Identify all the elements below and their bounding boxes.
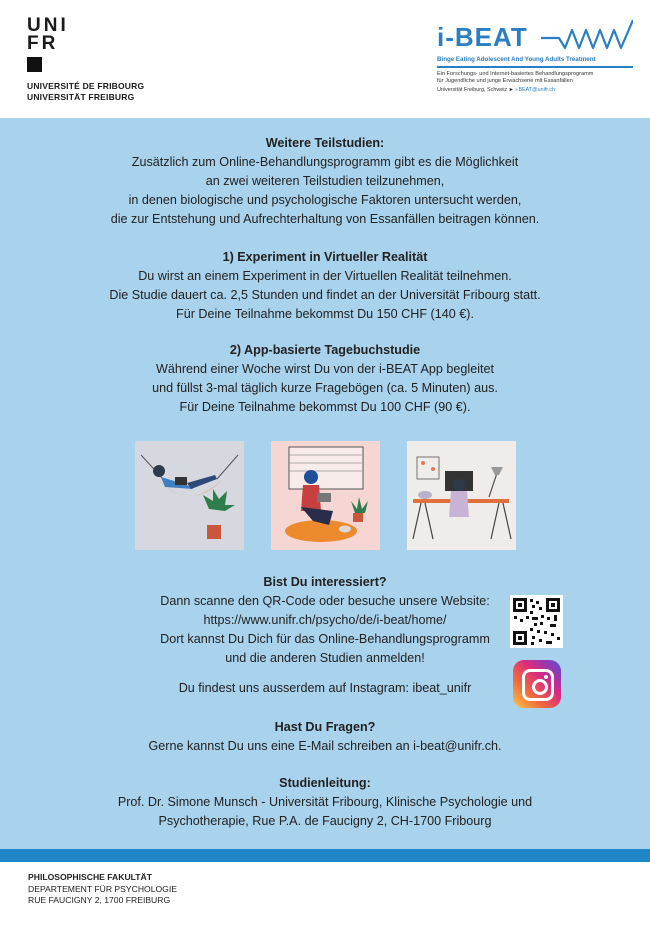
footer-faculty: PHILOSOPHISCHE FAKULTÄT xyxy=(28,872,152,882)
text-line: und füllst 3-mal täglich kurze Fragebögen (ca. 5 Minuten) aus. xyxy=(152,381,498,395)
instagram-line[interactable]: Du findest uns ausserdem auf Instagram: ibeat_unifr xyxy=(178,681,472,695)
heading-teilstudien: Weitere Teilstudien: xyxy=(265,136,385,150)
section-questions xyxy=(0,718,650,756)
footer-address: RUE FAUCIGNY 2, 1700 FREIBURG xyxy=(28,895,171,905)
section-experiment xyxy=(0,248,650,324)
ibeat-logo-title: i-BEAT xyxy=(437,22,528,52)
ibeat-contact-email[interactable]: i-BEAT@unifr.ch xyxy=(515,87,555,93)
section-app xyxy=(0,341,650,417)
website-link[interactable]: https://www.unifr.ch/psycho/de/i-beat/home/ xyxy=(203,613,447,627)
text-line: Psychotherapie, Rue P.A. de Faucigny 2, CH-1700 Fribourg xyxy=(158,814,492,828)
instagram-icon[interactable] xyxy=(513,660,561,708)
reading-woman-illustration xyxy=(271,441,380,550)
instagram-camera-frame xyxy=(522,669,554,701)
university-name-de: UNIVERSITÄT FREIBURG xyxy=(27,92,135,102)
heading-study-lead: Studienleitung: xyxy=(279,776,371,790)
unifr-wordmark-line-1: UNI xyxy=(27,15,69,36)
university-name xyxy=(27,81,144,103)
text-line: Für Deine Teilnahme bekommst Du 100 CHF (90 €). xyxy=(179,400,471,414)
unifr-wordmark-line-2: FR xyxy=(27,33,59,54)
unifr-square-mark xyxy=(27,57,42,72)
main-panel xyxy=(0,118,650,849)
qr-code-icon[interactable] xyxy=(510,595,563,648)
text-line: Dort kannst Du Dich für das Online-Behandlungsprogramm xyxy=(160,632,490,646)
text-line: Zusätzlich zum Online-Behandlungsprogramm gibt es die Möglichkeit xyxy=(131,155,519,169)
section-teilstudien xyxy=(0,134,650,229)
section-study-lead xyxy=(0,774,650,831)
text-line: in denen biologische und psychologische Faktoren untersucht werden, xyxy=(128,193,522,207)
heartbeat-wave-icon xyxy=(541,18,633,54)
university-name-fr: UNIVERSITÉ DE FRIBOURG xyxy=(27,81,145,91)
page-footer xyxy=(28,872,177,907)
heading-experiment: 1) Experiment in Virtueller Realität xyxy=(222,250,428,264)
heading-app-study: 2) App-basierte Tagebuchstudie xyxy=(229,343,421,357)
desk-work-illustration xyxy=(407,441,516,550)
ibeat-contact-university: Universität Freiburg, Schweiz xyxy=(437,87,508,93)
arrow-icon: ► xyxy=(508,87,516,93)
text-line: Für Deine Teilnahme bekommst Du 150 CHF (140 €). xyxy=(176,307,474,321)
ibeat-subtitle: Binge Eating Adolescent And Young Adults Treatment xyxy=(437,56,596,63)
ibeat-description-line-2: für Jugendliche und junge Erwachsene mit Essanfällen xyxy=(437,78,573,84)
text-line: Die Studie dauert ca. 2,5 Stunden und findet an der Universität Fribourg statt. xyxy=(109,288,541,302)
text-line: Prof. Dr. Simone Munsch - Universität Fribourg, Klinische Psychologie und xyxy=(117,795,533,809)
text-line: an zwei weiteren Teilstudien teilzunehmen, xyxy=(205,174,445,188)
instagram-flash-dot xyxy=(544,675,548,679)
heading-questions: Hast Du Fragen? xyxy=(274,720,376,734)
ibeat-description-line-1: Ein Forschungs- und Internet-basiertes Behandlungsprogramm xyxy=(437,71,594,77)
contact-email-line[interactable]: Gerne kannst Du uns eine E-Mail schreiben an i-beat@unifr.ch. xyxy=(148,739,502,753)
hammock-illustration xyxy=(135,441,244,550)
text-line: Dann scanne den QR-Code oder besuche unsere Website: xyxy=(160,594,490,608)
ibeat-description xyxy=(437,71,593,85)
ibeat-divider xyxy=(437,66,633,68)
text-line: die zur Entstehung und Aufrechterhaltung von Essanfällen beitragen können. xyxy=(110,212,540,226)
ibeat-contact xyxy=(437,87,555,93)
text-line: Während einer Woche wirst Du von der i-BEAT App begleitet xyxy=(155,362,495,376)
footer-department: DEPARTEMENT FÜR PSYCHOLOGIE xyxy=(28,883,177,894)
ibeat-logo xyxy=(437,18,633,108)
bottom-band xyxy=(0,849,650,862)
instagram-lens xyxy=(532,679,548,695)
text-line: und die anderen Studien anmelden! xyxy=(225,651,425,665)
heading-interest: Bist Du interessiert? xyxy=(263,575,387,589)
text-line: Du wirst an einem Experiment in der Virtuellen Realität teilnehmen. xyxy=(138,269,512,283)
unifr-wordmark xyxy=(27,17,67,53)
page-header xyxy=(0,0,650,118)
